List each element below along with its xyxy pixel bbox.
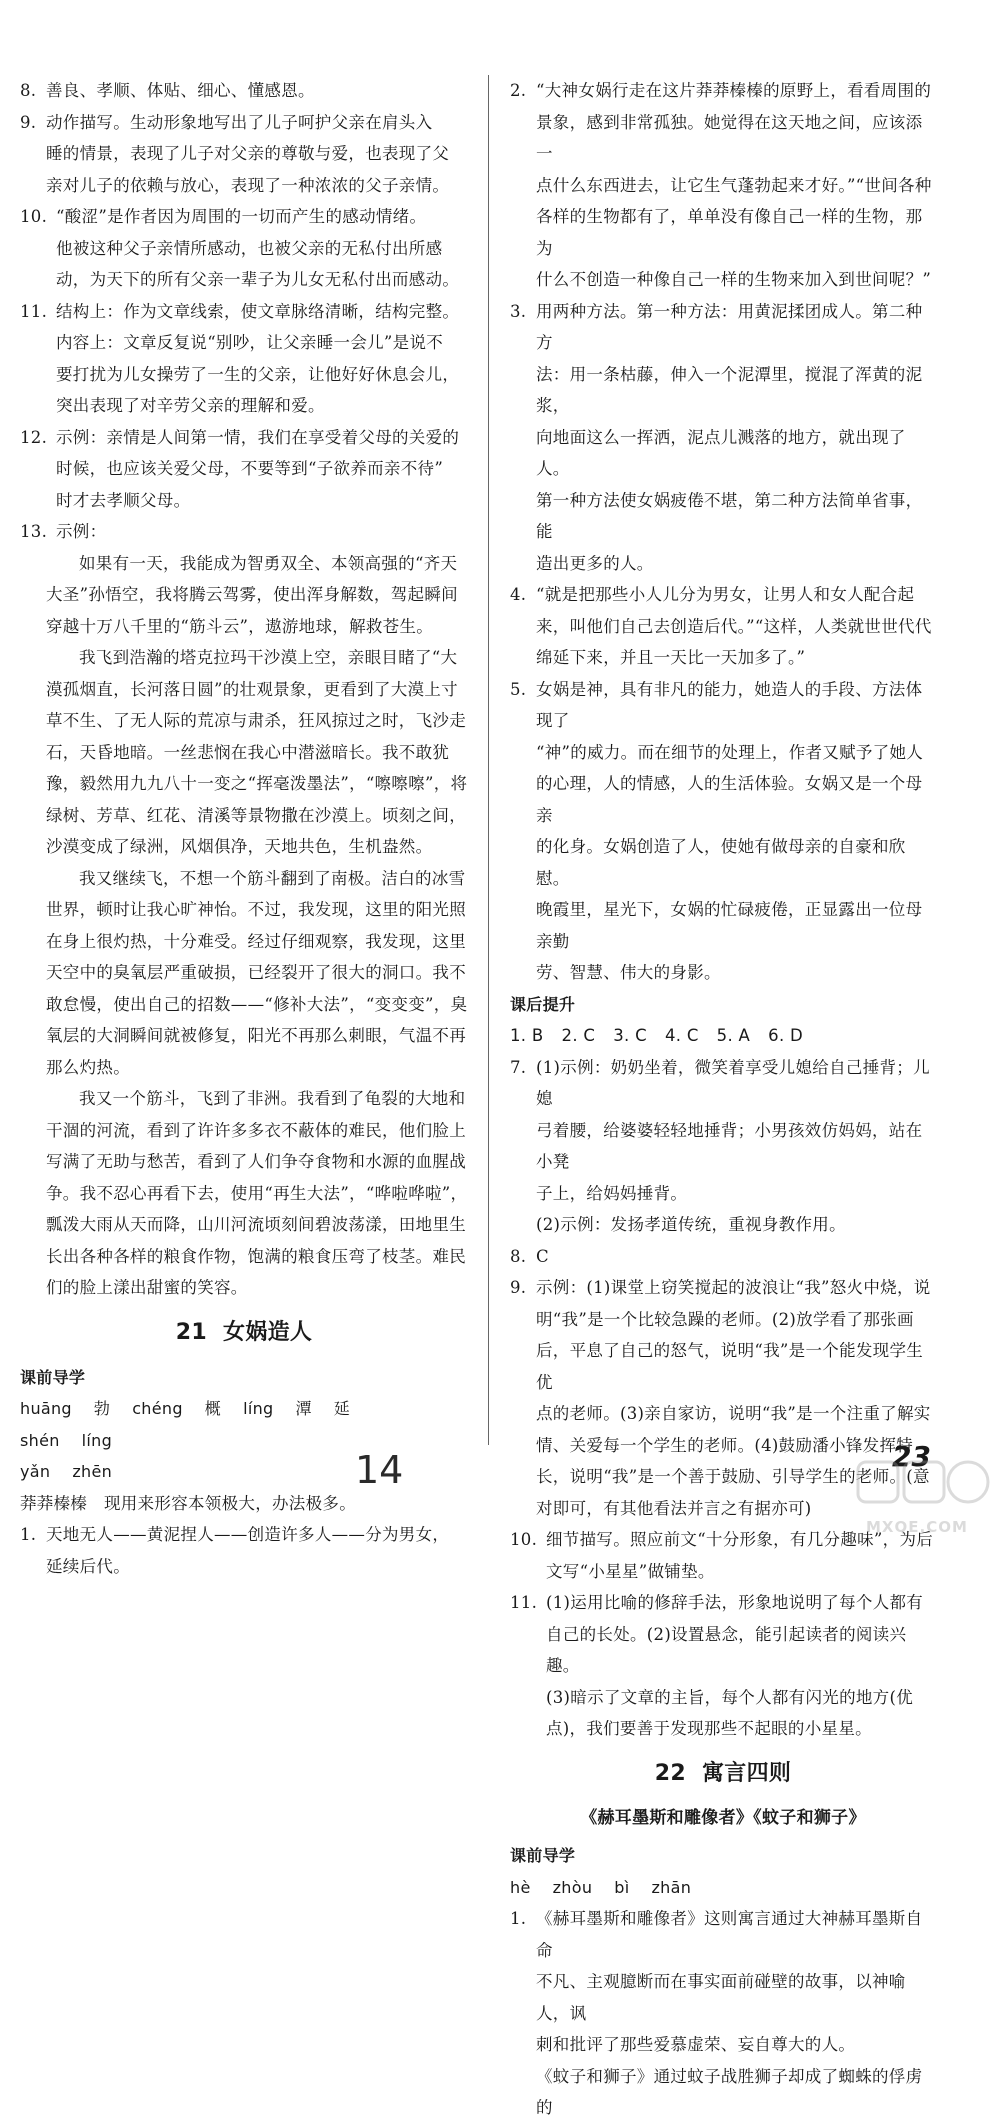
text-line: 子上，给妈妈捶背。 xyxy=(536,1183,688,1203)
text-line: 《赫耳墨斯和雕像者》这则寓言通过大神赫耳墨斯自命 xyxy=(536,1909,923,1960)
mc-answer: 1. B xyxy=(510,1026,544,1045)
item-number: 1. xyxy=(510,1909,527,1928)
lesson-number: 21 xyxy=(175,1319,207,1345)
right-answer-list xyxy=(510,75,936,989)
item-number: 7. xyxy=(510,1057,527,1077)
item-text xyxy=(46,107,468,202)
text-line: 弓着腰，给婆婆轻轻地捶背；小男孩效仿妈妈，站在小凳 xyxy=(536,1120,923,1171)
answer-item xyxy=(20,107,468,202)
mc-answer: 6. D xyxy=(768,1026,804,1045)
pinyin-entry: huāng xyxy=(20,1399,72,1418)
pinyin-entry: zhān xyxy=(651,1877,692,1897)
multiple-choice-answers xyxy=(510,1020,936,1052)
column-divider xyxy=(488,75,489,1445)
text-line: 劳、智慧、伟大的身影。 xyxy=(536,963,721,982)
pinyin-entry: 勃 xyxy=(93,1399,111,1418)
answer-item xyxy=(20,516,468,548)
text-line: (1)示例：奶奶坐着，微笑着享受儿媳给自己捶背；儿媳 xyxy=(536,1057,930,1108)
text-line: 内容上：文章反复说“别吵，让父亲睡一会儿”是说不 xyxy=(56,333,444,352)
text-line: 向地面这么一挥洒，泥点儿溅落的地方，就出现了人。 xyxy=(536,427,906,478)
right-column xyxy=(510,75,936,2124)
mc-answer: 2. C xyxy=(561,1026,596,1045)
item-text xyxy=(46,75,468,107)
text-line: 示例： xyxy=(56,522,107,541)
lesson-name: 女娲造人 xyxy=(223,1319,313,1345)
item-number: 1. xyxy=(20,1525,37,1544)
text-line: 用两种方法。第一种方法：用黄泥揉团成人。第二种方 xyxy=(536,301,923,352)
text-line: (1)运用比喻的修辞手法，形象地说明了每个人都有 xyxy=(546,1593,924,1612)
lesson-number: 22 xyxy=(654,1760,686,1786)
item-number: 10. xyxy=(20,207,48,226)
text-line: 善良、孝顺、体贴、细心、懂感恩。 xyxy=(46,81,315,100)
pinyin-entry: yǎn xyxy=(20,1462,51,1481)
item-text xyxy=(536,1052,936,1241)
text-line: 后，平息了自己的怒气，说明“我”是一个能发现学生优 xyxy=(536,1341,924,1392)
pinyin-entry: líng xyxy=(243,1399,274,1418)
text-line: 亲对儿子的依赖与放心，表现了一种浓浓的父子亲情。 xyxy=(46,175,450,195)
fable-subtitle: 《赫耳墨斯和雕像者》《蚊子和狮子》 xyxy=(580,1807,866,1828)
watermark-icon xyxy=(850,1452,1000,1522)
text-line: 绵延下来，并且一天比一天加多了。” xyxy=(536,648,806,667)
item-number: 9. xyxy=(20,112,37,132)
item-text xyxy=(56,296,468,422)
item-number: 4. xyxy=(510,585,527,604)
essay-paragraph: 如果有一天，我能成为智勇双全、本领高强的“齐天大圣”孙悟空，我将腾云驾雾，使出浑身解数，驾起瞬间穿越十万八千里的“筋斗云”，遨游地球，解救苍生。 xyxy=(46,553,458,636)
mc-answer: 4. C xyxy=(664,1026,699,1045)
pinyin-entry: líng xyxy=(81,1430,113,1450)
item-text xyxy=(56,201,468,296)
pinyin-entry: shén xyxy=(20,1430,60,1450)
text-line: 突出表现了对辛劳父亲的理解和爱。 xyxy=(56,396,325,415)
after-class-heading: 课后提升 xyxy=(510,994,576,1014)
pinyin-entry: zhēn xyxy=(72,1462,113,1481)
answer-item xyxy=(510,75,936,296)
text-line: 要打扰为儿女操劳了一生的父亲，让他好好休息会儿， xyxy=(56,364,460,384)
text-line: (3)暗示了文章的主旨，每个人都有闪光的地方(优 xyxy=(546,1687,914,1707)
item-text xyxy=(56,422,468,517)
item-number: 11. xyxy=(510,1593,538,1612)
text-line: 刺和批评了那些爱慕虚荣、妄自尊大的人。 xyxy=(536,2035,856,2054)
text-line: 来，叫他们自己去创造后代。”“这样，人类就世世代代 xyxy=(536,616,932,636)
text-line: 什么不创造一种像自己一样的生物来加入到世间呢？” xyxy=(536,270,932,289)
answer-item xyxy=(20,201,468,296)
item-number: 12. xyxy=(20,427,48,447)
text-line: 女娲是神，具有非凡的能力，她造人的手段、方法体现了 xyxy=(536,679,923,730)
left-answer-list xyxy=(20,75,468,548)
item-number: 8. xyxy=(510,1246,527,1266)
lesson-name: 寓言四则 xyxy=(702,1760,792,1786)
pinyin-entry: 延 xyxy=(333,1399,351,1418)
answer-item xyxy=(510,1241,936,1273)
item-number: 11. xyxy=(20,301,48,321)
text-line: 睡的情景，表现了儿子对父亲的尊敬与爱，也表现了父 xyxy=(46,144,450,163)
text-line: 不凡、主观臆断而在事实面前碰壁的故事，以神喻人，讽 xyxy=(536,1972,906,2023)
text-line: 示例：亲情是人间第一情，我们在享受着父母的关爱的 xyxy=(56,427,460,447)
item-number: 8. xyxy=(20,81,37,100)
text-line: 各样的生物都有了，单单没有像自己一样的生物，那为 xyxy=(536,207,923,258)
answer-item xyxy=(510,1052,936,1241)
pinyin-row xyxy=(510,1872,936,1904)
lesson-22-title xyxy=(510,1757,936,1791)
answer-item xyxy=(510,1587,936,1745)
text-line: 第一种方法使女娲疲倦不堪，第二种方法简单省事，能 xyxy=(536,490,923,541)
item-text xyxy=(536,1241,936,1273)
item-number: 2. xyxy=(510,81,527,100)
text-line: 法：用一条枯藤，伸入一个泥潭里，搅混了浑黄的泥浆， xyxy=(536,364,923,415)
item-number: 10. xyxy=(510,1530,538,1549)
text-line: 点)，我们要善于发现那些不起眼的小星星。 xyxy=(546,1719,872,1738)
text-line: 景象，感到非常孤独。她觉得在这天地之间，应该添一 xyxy=(536,112,923,163)
text-line: 造出更多的人。 xyxy=(536,553,654,573)
answer-item xyxy=(20,1519,468,1582)
answer-item xyxy=(20,422,468,517)
essay-paragraph: 我又一个筋斗，飞到了非洲。我看到了龟裂的大地和干涸的河流，看到了许许多多衣不蔽体的难民，他们脸上写满了无助与愁苦，看到了人们争夺食物和水源的血腥战争。我不忍心再看下去，使用“再生大法”，“哗啦哗啦”，瓢泼大雨从天而降，山川河流顷刻间碧波荡漾，田地里生长出各种各样的粮食作物，饱满的粮食压弯了枝茎。难民们的脸上漾出甜蜜的笑容。 xyxy=(46,1089,468,1297)
text-line: 明“我”是一个比较急躁的老师。(2)放学看了那张画 xyxy=(536,1309,914,1329)
item-number: 9. xyxy=(510,1278,527,1297)
watermark-logo xyxy=(850,1452,1000,1546)
item-number: 3. xyxy=(510,301,527,321)
pinyin-entry: chéng xyxy=(132,1399,183,1418)
text-line: 《蚊子和狮子》通过蚊子战胜狮子却成了蜘蛛的俘虏的 xyxy=(536,2066,923,2117)
text-line: (2)示例：发扬孝道传统，重视身教作用。 xyxy=(536,1215,846,1234)
answer-item xyxy=(20,75,468,107)
pre-guide-heading: 课前导学 xyxy=(510,1846,576,1865)
text-line: 延续后代。 xyxy=(46,1556,130,1576)
pinyin-entry: 概 xyxy=(204,1399,222,1418)
text-line: “神”的威力。而在细节的处理上，作者又赋予了她人 xyxy=(536,742,924,762)
item-text xyxy=(536,1903,936,2124)
item-number: 13. xyxy=(20,522,48,541)
pre-guide-heading: 课前导学 xyxy=(20,1367,86,1387)
lesson-21-title xyxy=(20,1316,468,1350)
mc-answer: 5. A xyxy=(716,1026,751,1045)
pinyin-entry: 潭 xyxy=(295,1399,312,1418)
item-text xyxy=(536,579,936,674)
item-text xyxy=(536,296,936,580)
item-text xyxy=(46,1519,468,1582)
essay-paragraph: 我飞到浩瀚的塔克拉玛干沙漠上空，亲眼目睹了“大漠孤烟直，长河落日圆”的壮观景象，更看到了大漠上寸草不生、了无人际的荒凉与肃杀，狂风掠过之时，飞沙走石，天昏地暗。一丝悲悯在我心中潜滋暗长。我不敢犹豫，毅然用九九八十一变之“挥毫泼墨法”，“嚓嚓嚓”，将绿树、芳草、红花、清溪等景物撒在沙漠上。顷刻之间，沙漠变成了绿洲，风烟俱净，天地共色，生机盎然。 xyxy=(46,648,468,856)
text-line: 晚霞里，星光下，女娲的忙碌疲倦，正显露出一位母亲勤 xyxy=(536,900,923,951)
item-number: 5. xyxy=(510,679,527,699)
text-line: 点的老师。(3)亲自家访，说明“我”是一个注重了解实 xyxy=(536,1404,931,1423)
handwritten-note: 14 xyxy=(355,1448,404,1492)
answer-item xyxy=(20,296,468,422)
text-line: 示例：(1)课堂上窃笑搅起的波浪让“我”怒火中烧，说 xyxy=(536,1278,931,1297)
text-line: “大神女娲行走在这片莽莽榛榛的原野上，看看周围的 xyxy=(536,81,932,100)
right-answer-list-2 xyxy=(510,1052,936,1745)
mc-answer: 3. C xyxy=(613,1026,647,1045)
pinyin-entry: bì xyxy=(614,1877,630,1897)
page-number: 23 xyxy=(892,1440,931,1473)
essay-paragraph: 我又继续飞，不想一个筋斗翻到了南极。洁白的冰雪世界，顿时让我心旷神怡。不过，我发现，这里的阳光照在身上很灼热，十分难受。经过仔细观察，我发现，这里天空中的臭氧层严重破损，已经裂开了很大的洞口。我不敢怠慢，使出自己的招数——“修补大法”，“变变变”，臭氧层的大洞瞬间就被修复，阳光不再那么刺眼，气温不再那么灼热。 xyxy=(46,868,468,1077)
text-line: 长，说明“我”是一个善于鼓励、引导学生的老师。(意 xyxy=(536,1467,930,1486)
item-text xyxy=(56,516,468,548)
left-column xyxy=(20,75,468,1582)
text-line: 时才去孝顺父母。 xyxy=(56,490,191,510)
answer-item xyxy=(510,1903,936,2124)
text-line: C xyxy=(536,1246,549,1266)
text-line: “就是把那些小人儿分为男女，让男人和女人配合起 xyxy=(536,585,915,604)
text-line: 的心理，人的情感，人的生活体验。女娲又是一个母亲 xyxy=(536,774,923,825)
text-line: 的化身。女娲创造了人，使她有做母亲的自豪和欣慰。 xyxy=(536,837,906,888)
answer-item xyxy=(510,296,936,580)
pinyin-entry: hè xyxy=(510,1877,531,1897)
watermark-text: MXQE.COM xyxy=(866,1518,968,1536)
text-line: 细节描写。照应前文“十分形象，有几分趣味”，为后 xyxy=(546,1530,934,1549)
text-line: “酸涩”是作者因为周围的一切而产生的感动情绪。 xyxy=(56,207,427,226)
text-line: 自己的长处。(2)设置悬念，能引起读者的阅读兴趣。 xyxy=(546,1624,907,1675)
answer-item xyxy=(510,579,936,674)
answer-item xyxy=(510,674,936,989)
item-text xyxy=(546,1587,936,1745)
item-text xyxy=(536,75,936,296)
text-line: 动，为天下的所有父亲一辈子为儿女无私付出而感动。 xyxy=(56,270,460,289)
text-line: 点什么东西进去，让它生气蓬勃起来才好。”“世间各种 xyxy=(536,175,932,195)
text-line: 对即可，有其他看法并言之有据亦可) xyxy=(536,1498,812,1518)
text-line: 文写“小星星”做铺垫。 xyxy=(546,1561,715,1581)
item-text xyxy=(536,674,936,989)
idiom-explanation: 莽莽榛榛 现用来形容本领极大，办法极多。 xyxy=(20,1493,356,1513)
text-line: 情、关爱每一个学生的老师。(4)鼓励潘小锋发挥特 xyxy=(536,1435,914,1455)
text-line: 结构上：作为文章线索，使文章脉络清晰，结构完整。 xyxy=(56,301,460,321)
pinyin-entry: zhòu xyxy=(552,1877,593,1897)
text-line: 动作描写。生动形象地写出了儿子呵护父亲在肩头入 xyxy=(46,112,433,132)
sample-essay xyxy=(20,548,468,1304)
pinyin-row xyxy=(20,1393,468,1456)
text-line: 时候，也应该关爱父母，不要等到“子欲养而亲不待” xyxy=(56,459,444,478)
text-line: 天地无人——黄泥捏人——创造许多人——分为男女， xyxy=(46,1525,450,1544)
text-line: 他被这种父子亲情所感动，也被父亲的无私付出所感 xyxy=(56,238,443,258)
